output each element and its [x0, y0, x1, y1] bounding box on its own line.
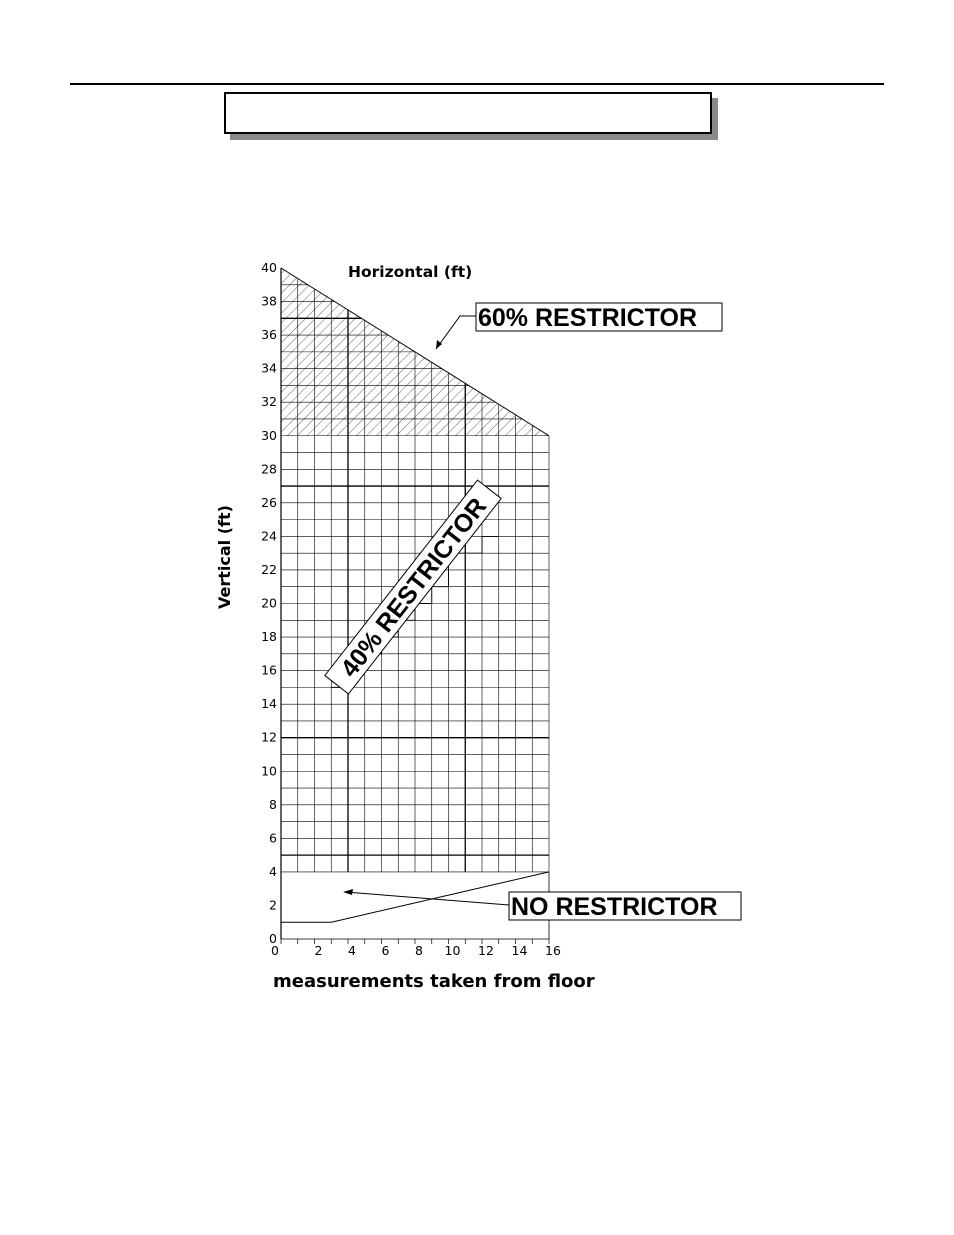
y-tick-label: 30 — [261, 427, 277, 443]
x-tick-label: 12 — [478, 943, 494, 958]
y-tick-label: 4 — [269, 863, 277, 879]
bottom-caption: measurements taken from floor — [273, 971, 595, 992]
y-tick-label: 20 — [261, 595, 277, 611]
y-tick-label: 40 — [261, 260, 277, 275]
y-tick-label: 8 — [269, 796, 277, 812]
label-no-restrictor: NO RESTRICTOR — [511, 893, 718, 921]
arrowhead-none — [343, 889, 353, 895]
x-tick-label: 0 — [271, 943, 279, 958]
y-tick-label: 14 — [261, 696, 277, 712]
y-tick-label: 24 — [261, 528, 277, 544]
x-tick-label: 6 — [381, 943, 390, 958]
x-tick-label: 10 — [444, 943, 461, 958]
y-tick-label: 32 — [261, 394, 277, 410]
x-axis-title: Horizontal (ft) — [348, 263, 473, 281]
label-60-restrictor: 60% RESTRICTOR — [478, 304, 698, 332]
x-tick-label: 4 — [348, 943, 356, 958]
y-tick-label: 26 — [261, 494, 277, 510]
y-tick-label: 10 — [261, 763, 277, 779]
y-tick-label: 22 — [261, 561, 277, 577]
label-40-restrictor: 40% RESTRICTOR — [335, 492, 493, 683]
y-tick-label: 38 — [261, 293, 277, 309]
y-tick-label: 36 — [261, 327, 277, 343]
leader-line-none — [345, 892, 509, 905]
y-tick-label: 12 — [261, 729, 277, 745]
leader-line-60 — [436, 316, 476, 349]
x-tick-label: 8 — [415, 943, 423, 958]
y-tick-label: 16 — [261, 662, 277, 678]
y-tick-label: 18 — [261, 629, 277, 645]
y-tick-label: 0 — [269, 931, 277, 946]
x-tick-label: 16 — [545, 943, 561, 958]
y-tick-label: 34 — [261, 360, 277, 376]
x-tick-label: 2 — [314, 943, 323, 958]
y-tick-label: 28 — [261, 461, 277, 477]
y-tick-label: 6 — [269, 830, 277, 846]
y-axis-title: Vertical (ft) — [215, 505, 234, 609]
y-tick-label: 2 — [269, 897, 277, 913]
x-tick-label: 14 — [511, 943, 528, 958]
